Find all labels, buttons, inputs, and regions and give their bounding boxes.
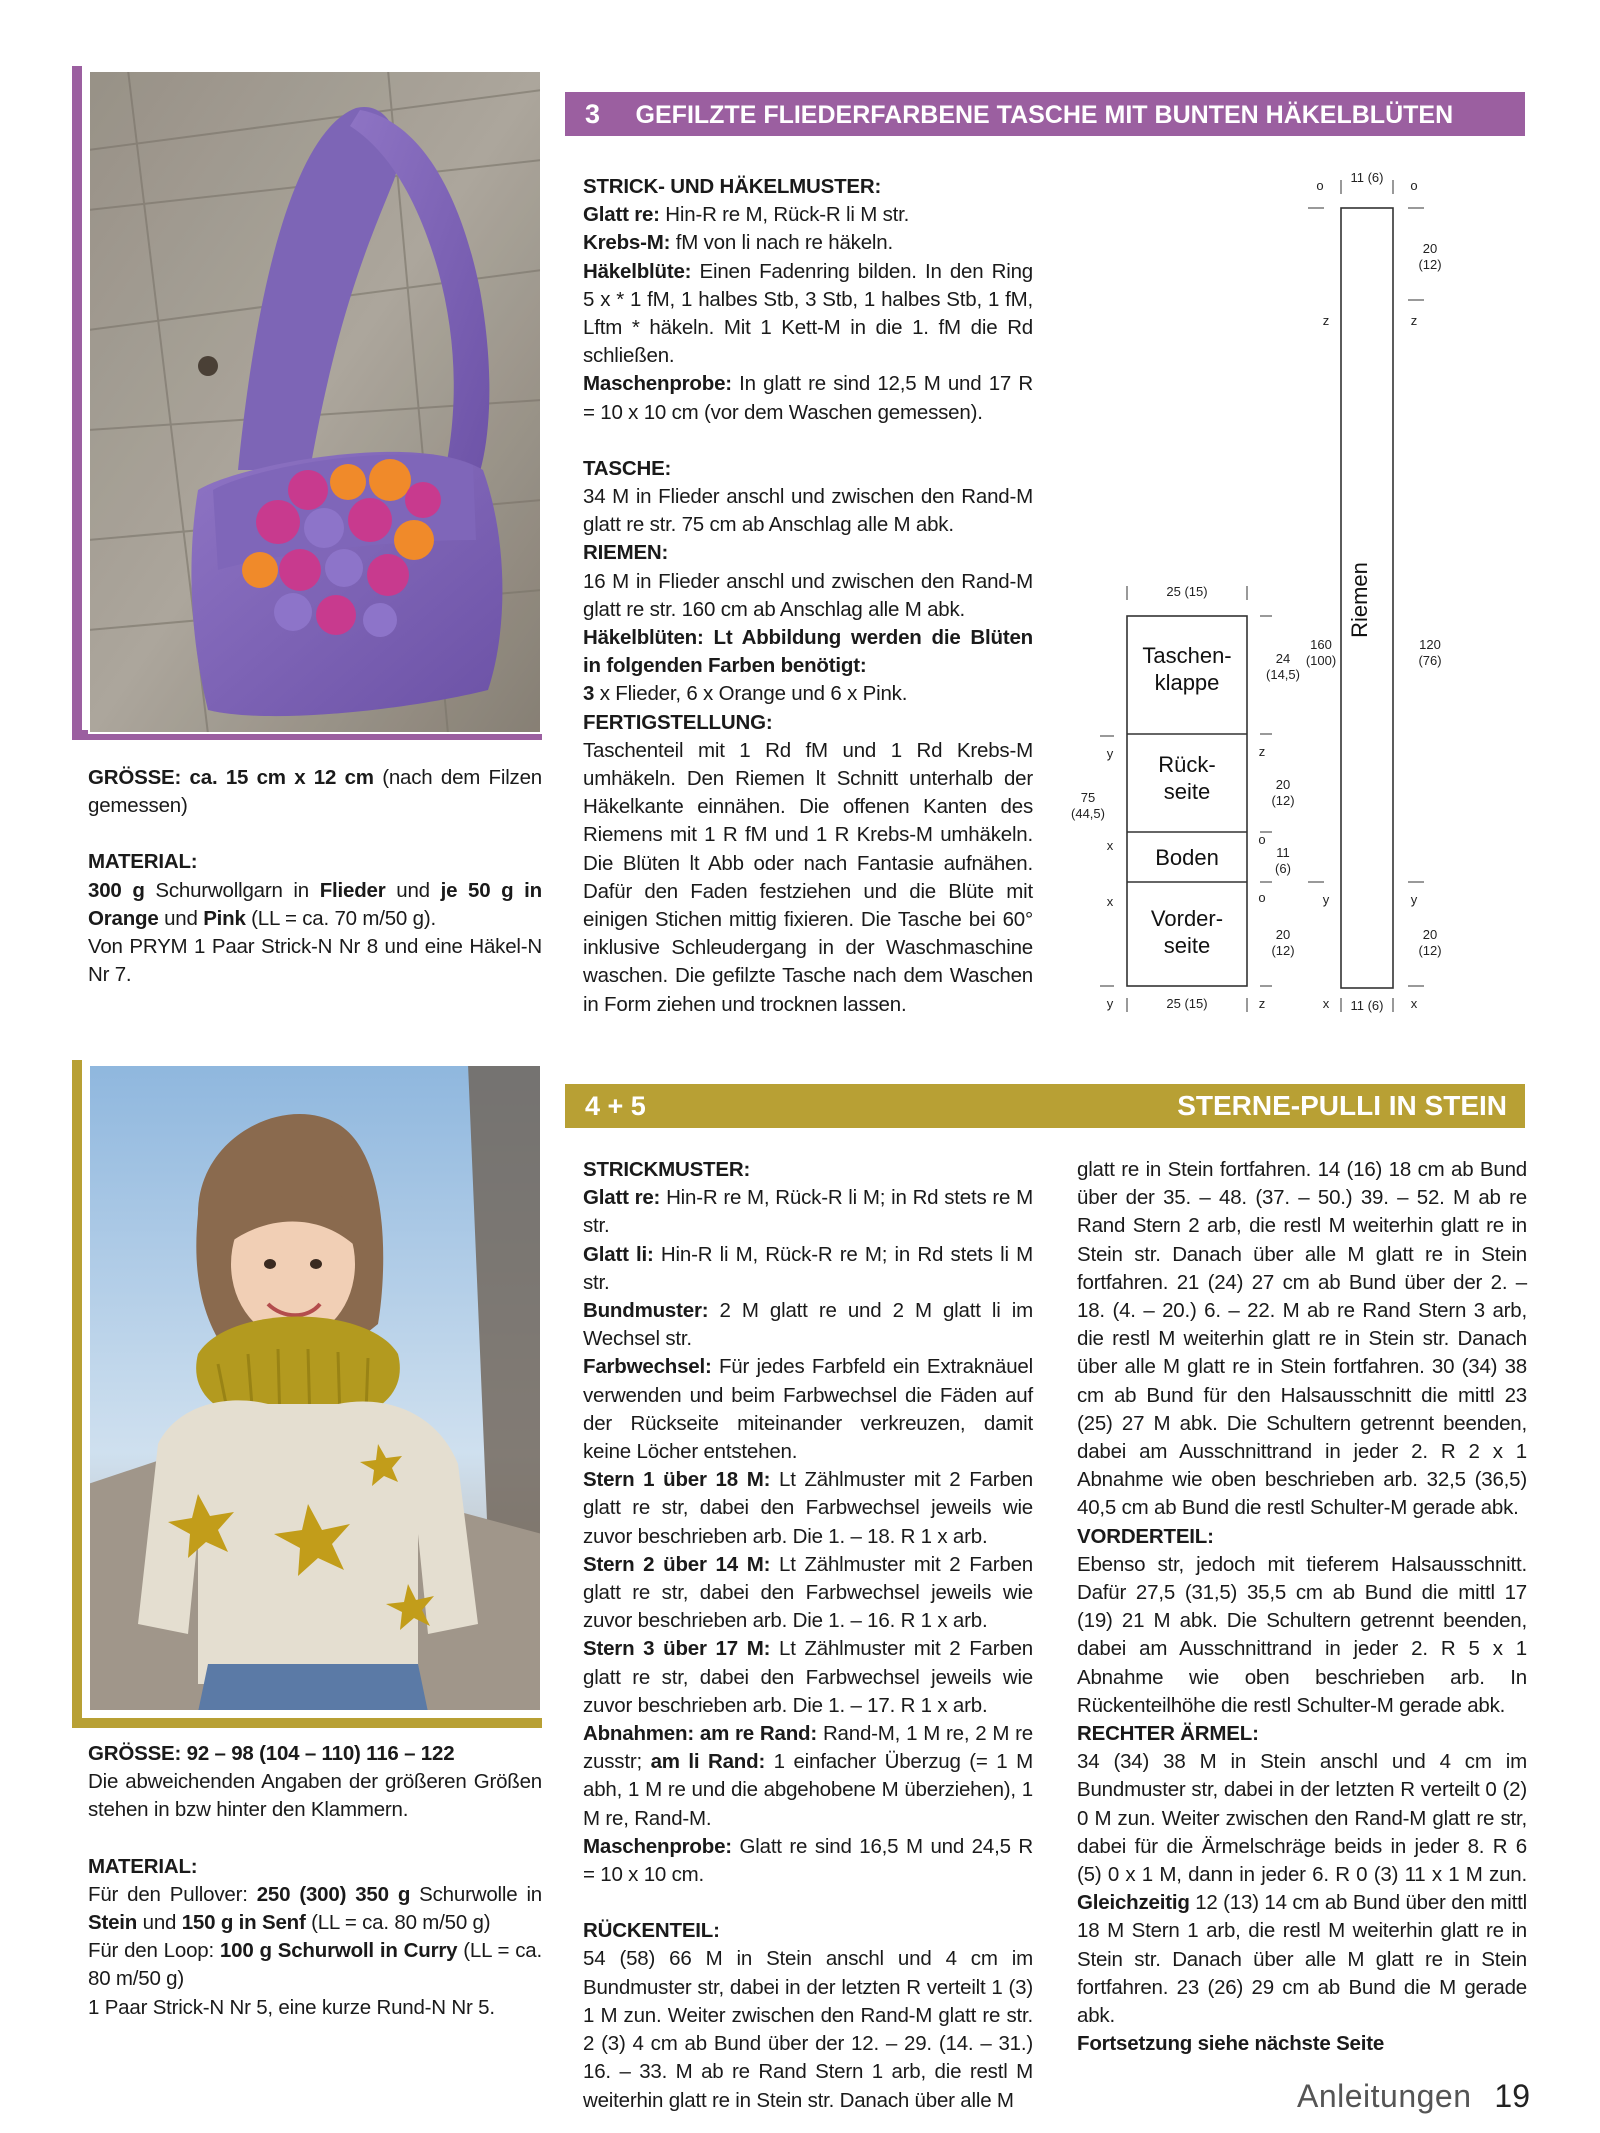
girl-photo (88, 1064, 542, 1712)
svg-text:y: y (1322, 892, 1330, 907)
svg-text:z: z (1258, 996, 1266, 1011)
sweater-instructions-col1: STRICKMUSTER: Glatt re: Hin-R re M, Rück-R li M; in Rd stets re M str. Glatt li: Hin-R li M, Rück-R re M; in Rd stets li M str. Bundmuster: 2 M glatt re und 2 M glatt li im Wechsel str. Farbwechsel: Für jedes Farbfeld ein Extraknäuel verwenden und beim Farbwechsel die Fäden auf der Rückseite miteinander verkreuzen, damit keine Löcher entstehen. Stern 1 über 18 M: Lt Zählmuster mit 2 Farben glatt re str, dabei den Farbwechsel jeweils wie zuvor beschrieben arb. Die 1. – 18. R 1 x arb. Stern 2 über 14 M: Lt Zählmuster mit 2 Farben glatt re str, dabei den Farbwechsel jeweils wie zuvor beschrieben arb. Die 1. – 16. R 1 x arb. Stern 3 über 17 M: Lt Zählmuster mit 2 Farben glatt re str, dabei den Farbwechsel jeweils wie zuvor beschrieben arb. Die 1. – 17. R 1 x arb. Abnahmen: am re Rand: Rand-M, 1 M re, 2 M re zusstr; am li Rand: 1 einfacher Überzug (= 1 M abh, 1 M re und die abgehobene M überziehen), 1 M re, Rand-M. Maschenprobe: Glatt re sind 16,5 M und 24,5 R = 10 x 10 cm. RÜCKENTEIL: 54 (58) 66 M in Stein anschl und 4 cm im Bundmuster str, dabei in der letzten R verteilt 1 (3) 1 M zun. Weiter zwischen den Rand-M glatt re str. 2 (3) 4 cm ab Bund über der 12. – 29. (14. – 31.) 16. – 33. M ab re Rand Stern 1 arb, die restl M weiterhin glatt re in Stein str. Danach über alle M (583, 1158, 1034, 2112)
label-boden: Boden (1155, 845, 1219, 870)
dim-width-top: 25 (15) (1166, 584, 1208, 599)
svg-text:11 (6): 11 (6) (1350, 998, 1384, 1013)
svg-text:(44,5): (44,5) (1071, 806, 1105, 821)
footer-label: Anleitungen (1296, 2078, 1472, 2114)
svg-text:20: 20 (1275, 777, 1291, 792)
svg-text:z: z (1410, 313, 1418, 328)
svg-text:11: 11 (1276, 845, 1290, 860)
sweater-instructions-col2: glatt re in Stein fortfahren. 14 (16) 18 cm ab Bund über der 35. – 48. (37. – 50.) 39. – 52. M ab re Rand Stern 2 arb, die restl M weiterhin glatt re in Stein str. Danach über alle M glatt re in Stein fortfahren. 21 (24) 27 cm ab Bund über der 2. – 18. (4. – 20.) 6. – 22. M ab re Rand Stern 3 arb, die restl M weiterhin glatt re in Stein str. Danach über alle M glatt re in Stein fortfahren. 30 (34) 38 cm ab Bund für den Halsausschnitt die mittl 23 (25) 27 M abk. Die Schultern getrennt beenden, dabei am Ausschnittrand in jeder 2. R 2 x 1 Abnahme wie oben beschrieben arb. 32,5 (36,5) 40,5 cm ab Bund die restl Schulter-M gerade abk. VORDERTEIL: Ebenso str, jedoch mit tieferem Halsausschnitt. Dafür 27,5 (31,5) 35,5 cm ab Bund die mittl 17 (19) 21 M abk. Die Schultern getrennt beenden, dabei am Ausschnittrand in jeder 2. R 5 x 1 Abnahme wie oben beschrieben arb. In Rückenteilhöhe die restl Schulter-M gerade abk. RECHTER ÄRMEL: 34 (34) 38 M in Stein anschl und 4 cm im Bundmuster str, dabei in der letzten R verteilt 0 (2) 0 M zun. Weiter zwischen den Rand-M glatt re str, dabei für die Ärmelschräge beids in jeder 8. R 6 (5) 0 x 1 M, dann in jeder 6. R 0 (3) 11 x 1 M zun. Gleichzeitig 12 (13) 14 cm ab Bund über den mittl 18 M Stern 1 arb, die restl M weiterhin glatt re in Stein str. Danach über alle M glatt re in Stein fortfahren. 23 (26) 29 cm ab Bund die M gerade abk. Fortsetzung siehe nächste Seite (1077, 1156, 1527, 2059)
svg-text:(6): (6) (1275, 861, 1291, 876)
svg-text:(14,5): (14,5) (1266, 667, 1300, 682)
svg-text:y: y (1106, 746, 1114, 761)
section-header-bar-2 (565, 1084, 1525, 1128)
continuation-note: Fortsetzung siehe nächste Seite (1077, 2032, 1385, 2056)
svg-text:o: o (1258, 890, 1266, 905)
svg-text:x: x (1322, 996, 1330, 1011)
svg-text:z: z (1322, 313, 1330, 328)
svg-text:24: 24 (1275, 651, 1291, 666)
size2-heading: GRÖSSE: 92 – 98 (104 – 110) 116 – 122 (88, 1742, 455, 1765)
section-header-bar (565, 92, 1525, 136)
svg-text:x: x (1106, 838, 1114, 853)
label-rueckseite-2: seite (1163, 779, 1211, 804)
label-riemen: Riemen (1347, 562, 1372, 638)
svg-text:o: o (1258, 832, 1266, 847)
svg-text:20: 20 (1275, 927, 1291, 942)
bag-size-material (88, 764, 542, 989)
svg-text:z: z (1258, 744, 1266, 759)
svg-text:(12): (12) (1271, 943, 1295, 958)
svg-text:(12): (12) (1271, 793, 1295, 808)
svg-text:o: o (1410, 178, 1418, 193)
label-vorderseite-1: Vorder- (1150, 906, 1224, 931)
svg-text:x: x (1106, 894, 1114, 909)
page-footer (1297, 2078, 1530, 2115)
label-rueckseite-1: Rück- (1158, 752, 1216, 777)
section-title-2: STERNE-PULLI IN STEIN (1177, 1090, 1507, 1121)
svg-text:20: 20 (1422, 927, 1438, 942)
tasche-heading: TASCHE: (583, 456, 672, 480)
section-number-2: 4 + 5 (585, 1091, 646, 1121)
svg-text:y: y (1410, 892, 1418, 907)
svg-text:(12): (12) (1418, 257, 1442, 272)
svg-text:(12): (12) (1418, 943, 1442, 958)
girl-photo-illustration (88, 1064, 542, 1712)
svg-text:y: y (1106, 996, 1114, 1011)
needles-paragraph: Von PRYM 1 Paar Strick-N Nr 8 und eine Häkel-N Nr 7. (88, 935, 542, 987)
bag-photo-illustration (88, 70, 542, 734)
bag-schematic (1070, 160, 1540, 1030)
svg-text:o: o (1316, 178, 1324, 193)
bag-instructions: STRICK- UND HÄKELMUSTER: Glatt re: Hin-R re M, Rück-R li M str. Krebs-M: fM von li nach re häkeln. Häkelblüte: Einen Fadenring bilden. In den Ring 5 x * 1 fM, 1 halbes Stb, 3 Stb, 1 halbes Stb, 1 fM, Lftm * häkeln. Mit 1 Kett-M in die 1. fM die Rd schließen. Maschenprobe: In glatt re sind 12,5 M und 17 R = 10 x 10 cm (vor dem Waschen gemessen). TASCHE: 34 M in Flieder anschl und zwischen den Rand-M glatt re str. 75 cm ab Anschlag alle M abk. RIEMEN: 16 M in Flieder anschl und zwischen den Rand-M glatt re str. 160 cm ab Anschlag alle M abk. Häkelblüten: Lt Abbildung werden die Blüten in folgenden Farben benötigt: 3 x Flieder, 6 x Orange und 6 x Pink. FERTIGSTELLUNG: Taschenteil mit 1 Rd fM und 1 Rd Krebs-M umhäkeln. Den Riemen lt Schnitt unterhalb der Häkelkante einnähen. Die offenen Kanten des Riemens mit 1 R fM und 1 R Krebs-M umhäkeln. Die Blüten lt Abb oder nach Fantasie aufnähen. Dafür den Faden festziehen und die Blüte mit einigen Stichen mittig fixieren. Die Tasche bei 60° inklusive Schleudergang in der Waschmaschine waschen. Die gefilzte Tasche nach dem Waschen in Form ziehen und trocknen lassen. (583, 175, 1033, 1016)
svg-text:75: 75 (1080, 790, 1096, 805)
svg-text:120: 120 (1419, 637, 1441, 652)
material-paragraph: 300 g Schurwollgarn in Flieder und je 50 g in Orange und Pink (LL = ca. 70 m/50 g). (88, 878, 542, 930)
page-number: 19 (1494, 2078, 1530, 2114)
svg-text:11 (6): 11 (6) (1350, 170, 1384, 185)
svg-text:x: x (1410, 996, 1418, 1011)
svg-text:(100): (100) (1305, 653, 1337, 668)
label-vorderseite-2: seite (1163, 933, 1211, 958)
sweater-size-material: GRÖSSE: 92 – 98 (104 – 110) 116 – 122 Die abweichenden Angaben der größeren Größen stehen in bzw hinter den Klammern. MATERIAL: Für den Pullover: 250 (300) 350 g Schurwolle in Stein und 150 g in Senf (LL = ca. 80 m/50 g) Für den Loop: 100 g Schurwoll in Curry (LL = ca. 80 m/50 g) 1 Paar Strick-N Nr 5, eine kurze Rund-N Nr 5. (88, 1742, 542, 2019)
muster-heading: STRICK- UND HÄKELMUSTER: (583, 175, 882, 198)
svg-text:160: 160 (1310, 637, 1332, 652)
bag-photo (88, 70, 542, 734)
svg-text:(76): (76) (1418, 653, 1442, 668)
material-heading: MATERIAL: (88, 850, 198, 874)
dim-width-bottom: 25 (15) (1166, 996, 1208, 1011)
size-paragraph: GRÖSSE: ca. 15 cm x 12 cm (nach dem Filzen gemessen) (88, 766, 543, 818)
label-taschenklappe-2: klappe (1154, 670, 1220, 695)
section-number: 3 (585, 99, 601, 129)
label-taschenklappe-1: Taschen- (1142, 643, 1232, 668)
svg-text:20: 20 (1422, 241, 1438, 256)
section-title: GEFILZTE FLIEDERFARBENE TASCHE MIT BUNTEN HÄKELBLÜTEN (635, 101, 1454, 129)
